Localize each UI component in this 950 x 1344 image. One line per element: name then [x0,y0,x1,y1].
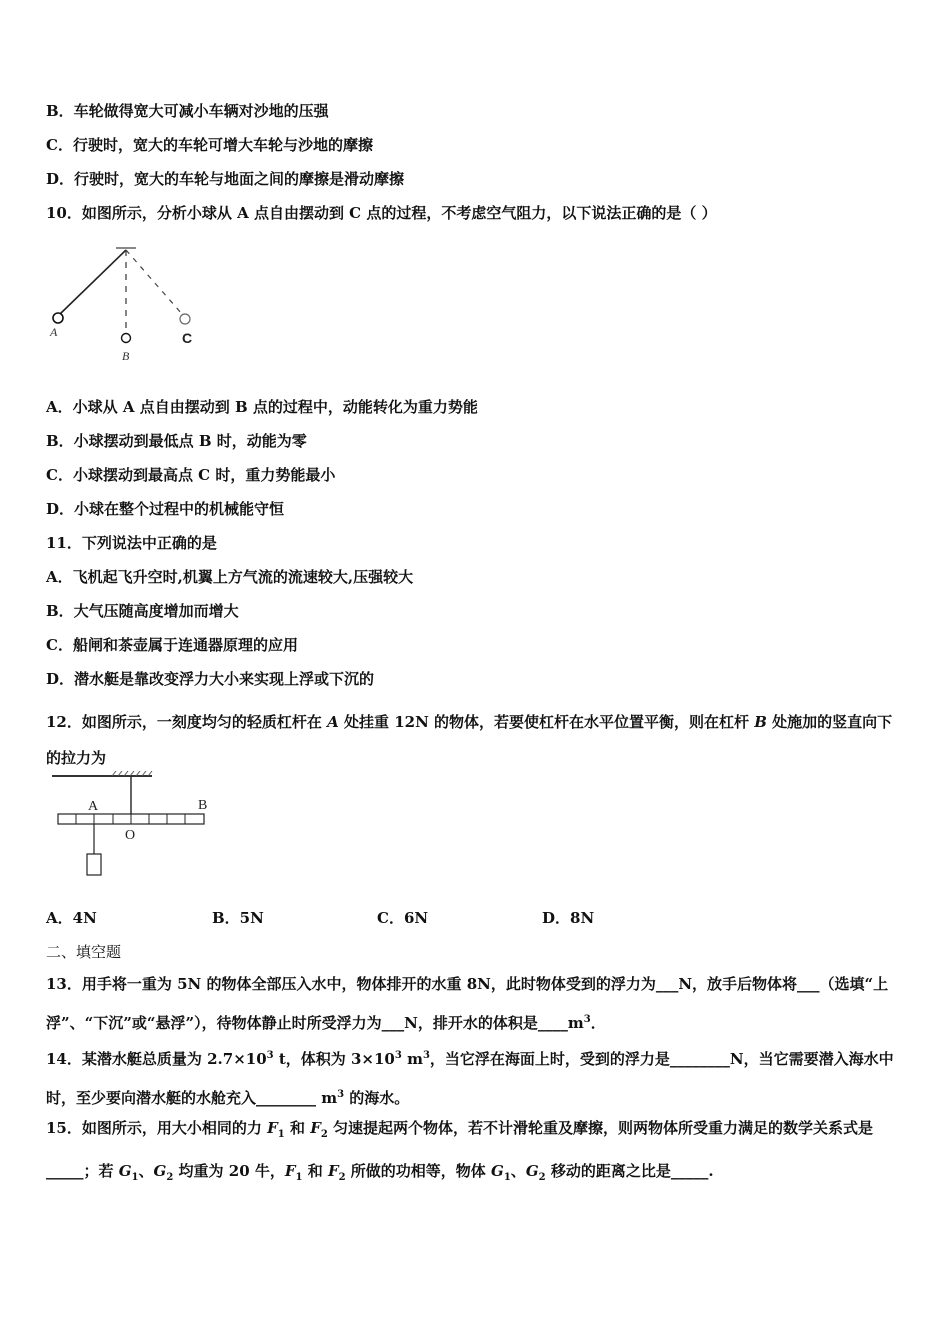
label-o: O [125,828,136,843]
q10-option-b: B．小球摆动到最低点 B 时，动能为零 [46,432,307,450]
q12-stem: 12．如图所示，一刻度均匀的轻质杠杆在 A 处挂重 12N 的物体，若要使杠杆在水平位置平衡，则在杠杆 B 处施加的竖直向下的拉力为 [46,713,893,767]
q9-option-c: C．行驶时，宽大的车轮可增大车轮与沙地的摩擦 [46,136,373,154]
q10-stem: 10．如图所示，分析小球从 A 点自由摆动到 C 点的过程，不考虑空气阻力，以下说法正确的是（ ） [46,204,717,222]
q12-option-b: B．5N [212,909,264,927]
q13-text: 13．用手将一重为 5N 的物体全部压入水中，物体排开的水重 8N，此时物体受到的浮力为___N，放手后物体将___（选填“上浮”、“下沉”或“悬浮”），待物体静止时所受浮力为___N，排开水的体积是$\_\_\_\_m^3$． [46,975,889,1032]
q9-option-d: D．行驶时，宽大的车轮与地面之间的摩擦是滑动摩擦 [46,170,405,188]
q11-option-a: A．飞机起飞升空时,机翼上方气流的流速较大,压强较大 [46,568,414,586]
pendulum-figure [44,242,204,364]
label-c: C [182,330,193,346]
label-b: B [198,798,208,813]
q10-option-a: A．小球从 A 点自由摆动到 B 点的过程中，动能转化为重力势能 [46,398,478,416]
q12-option-c: C．6N [377,909,429,927]
q10-option-d: D．小球在整个过程中的机械能守恒 [46,500,285,518]
label-a: A [88,799,99,814]
q14-text: 14．某潜水艇总质量为 $2.7\times 10^3$ t，体积为 $3\times 10^3$ $m^3$，当它浮在海面上时，受到的浮力是________N，当它需要潜入海水中时，至少要向潜水艇的水舱充入________ $m^3$ 的海水。 [46,1050,894,1107]
q11-option-b: B．大气压随高度增加而增大 [46,602,239,620]
q10-option-c: C．小球摆动到最高点 C 时，重力势能最小 [46,466,336,484]
q11-stem: 11．下列说法中正确的是 [46,534,217,552]
q11-option-d: D．潜水艇是靠改变浮力大小来实现上浮或下沉的 [46,670,375,688]
q11-option-c: C．船闸和茶壶属于连通器原理的应用 [46,636,298,654]
q12-option-a: A．4N [46,909,97,927]
q9-option-b: B．车轮做得宽大可减小车辆对沙地的压强 [46,102,329,120]
lever-figure [52,770,222,880]
label-a: A [50,325,58,339]
q12-option-d: D．8N [542,909,595,927]
section-heading: 二、填空题 [46,943,122,961]
label-b: B [122,349,130,363]
q15-text: 15．如图所示，用大小相同的力 $F_1$ 和 $F_2$ 匀速提起两个物体，若不计滑轮重及摩擦，则两物体所受重力满足的数学关系式是_____；若 $G_1$、$G_2$ 均重为 20 牛，$F_1$ 和 $F_2$ 所做的功相等，物体 $G_1$、$G_2$ 移动的距离之比是_____. [46,1119,874,1183]
